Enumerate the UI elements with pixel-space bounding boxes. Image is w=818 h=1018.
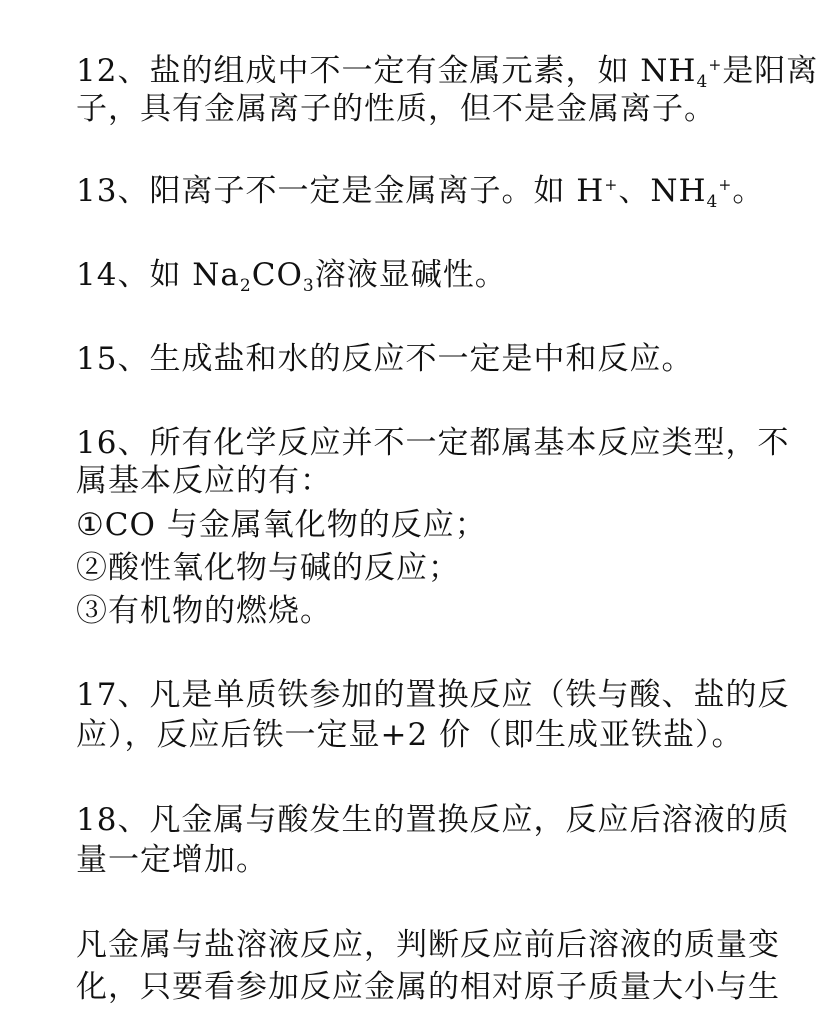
subscript: 3 — [302, 275, 315, 296]
superscript: + — [718, 176, 733, 195]
item-16-list-3 — [76, 588, 776, 634]
text-run: 13、阳离子不一定是金属离子。如 H — [76, 173, 605, 209]
text-run: 量一定增加。 — [76, 842, 268, 878]
text-run: 应），反应后铁一定显+2 价（即生成亚铁盐）。 — [76, 717, 744, 753]
text-run: 18、凡金属与酸发生的置换反应，反应后溶液的质 — [76, 802, 790, 838]
item-16-list-2 — [76, 545, 776, 591]
item-17-line-2 — [76, 712, 776, 758]
text-run: 14、如 Na — [76, 257, 240, 293]
text-run: ①CO 与金属氧化物的反应； — [76, 507, 487, 543]
item-16-line-2 — [76, 458, 776, 504]
text-run: 12、盐的组成中不一定有金属元素，如 NH — [76, 53, 697, 89]
superscript: + — [604, 176, 619, 195]
paragraph-line-2 — [76, 964, 780, 1010]
text-run: 子，具有金属离子的性质，但不是金属离子。 — [76, 91, 716, 127]
subscript: 2 — [239, 275, 252, 296]
item-15-line-1 — [76, 336, 776, 382]
subscript: 4 — [696, 71, 709, 92]
text-run: 。 — [732, 173, 765, 209]
text-run: 17、凡是单质铁参加的置换反应（铁与酸、盐的反 — [76, 677, 790, 713]
subscript: 4 — [706, 191, 719, 212]
item-14-line-1 — [76, 252, 776, 303]
text-run: ②酸性氧化物与碱的反应； — [76, 550, 460, 586]
item-12-line-2 — [76, 86, 776, 132]
text-run: 是阳离 — [722, 53, 818, 89]
text-run: 15、生成盐和水的反应不一定是中和反应。 — [76, 341, 694, 377]
text-run: 凡金属与盐溶液反应，判断反应前后溶液的质量变 — [76, 927, 780, 963]
text-run: 、NH — [618, 173, 707, 209]
text-run: CO — [251, 257, 303, 293]
item-13-line-1 — [76, 168, 776, 219]
text-run: 化，只要看参加反应金属的相对原子质量大小与生 — [76, 969, 780, 1005]
paragraph-line-1 — [76, 922, 780, 968]
item-16-list-1 — [76, 502, 776, 548]
superscript: + — [708, 56, 723, 75]
text-run: 属基本反应的有： — [76, 463, 332, 499]
text-run: 16、所有化学反应并不一定都属基本反应类型，不 — [76, 425, 790, 461]
text-run: ③有机物的燃烧。 — [76, 593, 332, 629]
text-run: 溶液显碱性。 — [314, 257, 507, 293]
item-18-line-2 — [76, 837, 776, 883]
